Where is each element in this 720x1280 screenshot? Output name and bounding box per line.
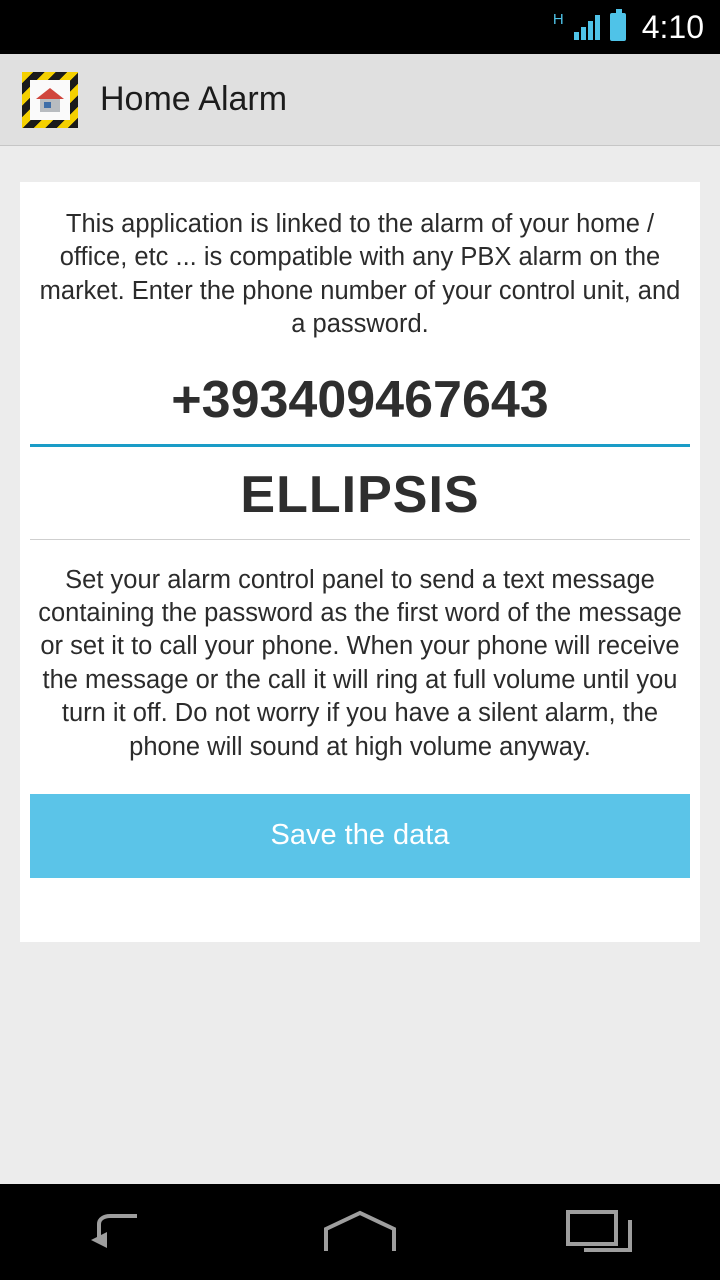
- status-clock: 4:10: [641, 8, 704, 45]
- password-input[interactable]: [30, 465, 690, 525]
- status-icon-group: [553, 9, 704, 46]
- intro-text: This application is linked to the alarm of your home / office, etc ... is compatible with any PBX alarm on the market. Enter the phone number of your control unit, and a password.: [39, 210, 681, 339]
- back-icon[interactable]: [60, 1184, 180, 1280]
- page-title: Home Alarm: [100, 80, 288, 118]
- password-field-wrapper: [30, 447, 690, 531]
- action-bar: [0, 54, 720, 146]
- system-navigation-bar: [0, 1184, 720, 1280]
- home-icon[interactable]: [300, 1184, 420, 1280]
- settings-card: [20, 182, 700, 942]
- save-the-data-button[interactable]: Save the data: [30, 794, 690, 878]
- status-bar: [0, 0, 720, 54]
- house-icon: [36, 88, 64, 112]
- home-alarm-app-icon: [22, 72, 78, 128]
- recents-icon[interactable]: [540, 1184, 660, 1280]
- phone-number-field-wrapper: [30, 352, 690, 436]
- signal-icon: [574, 14, 600, 40]
- content-area: [0, 146, 720, 1184]
- hspeed-icon: H: [552, 10, 564, 28]
- instructions-text: Set your alarm control panel to send a text message containing the password as the first word of the message or set it to call your phone. When your phone will receive the message or the call it will ring at full volume until you turn it off. Do not worry if you have a silent alarm, the phone will sound at high volume anyway.: [38, 565, 682, 761]
- battery-icon: [610, 13, 626, 41]
- phone-number-input[interactable]: [30, 370, 690, 430]
